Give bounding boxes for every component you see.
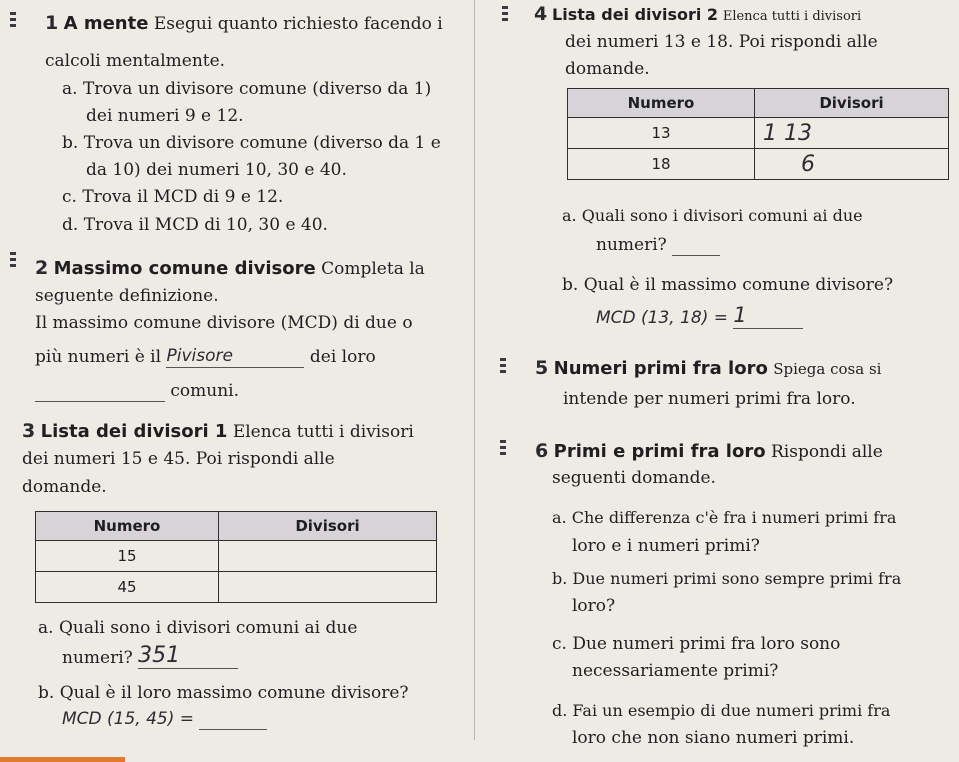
handwritten-answer: 351 [138,643,181,668]
divisors-cell[interactable]: 1 13 [755,118,949,149]
question-b: b. Due numeri primi sono sempre primi fra [552,569,902,588]
divisors-table [35,511,437,603]
exercise-intro-cont: intende per numeri primi fra loro. [563,389,856,409]
definition-line-2 [35,345,376,368]
difficulty-marker-icon [10,252,16,270]
exercise-number: 1 [45,12,59,34]
answer-blank[interactable] [35,383,165,402]
column-header-numero: Numero [36,512,219,541]
question-a-cont: dei numeri 9 e 12. [86,106,244,126]
table-row [568,149,949,180]
answer-blank[interactable] [672,237,720,256]
exercise-4 [534,3,861,28]
table-header-row [36,512,437,541]
divisors-cell[interactable] [219,541,437,572]
exercise-intro: Esegui quanto richiesto facendo i [153,14,443,34]
difficulty-marker-icon [500,440,506,458]
definition-line-3 [35,380,239,402]
exercise-number: 6 [535,440,549,462]
exercise-5 [535,357,881,380]
question-b: b. Qual è il loro massimo comune divisore? [38,683,409,703]
question-a: a. Quali sono i divisori comuni ai due [562,206,863,225]
exercise-intro-cont: seguente definizione. [35,286,219,306]
question-a-cont [596,234,720,256]
exercise-intro: Elenca tutti i divisori [722,9,862,24]
column-header-divisori: Divisori [755,89,949,118]
answer-blank[interactable] [733,304,803,329]
exercise-intro-cont: dei numeri 15 e 45. Poi rispondi alle [22,449,335,469]
page-accent-bar [0,757,125,762]
question-d: d. Trova il MCD di 10, 30 e 40. [62,215,328,235]
column-header-numero: Numero [568,89,755,118]
column-divider [474,0,475,740]
number-cell: 15 [36,541,219,572]
exercise-6 [535,440,883,463]
exercise-intro-cont: dei numeri 13 e 18. Poi rispondi alle [565,32,878,52]
exercise-intro-cont: seguenti domande. [552,468,716,488]
divisors-cell[interactable] [219,572,437,603]
table-row [36,572,437,603]
divisors-table [567,88,949,180]
exercise-number: 4 [534,3,548,25]
column-header-divisori: Divisori [219,512,437,541]
handwritten-answer: 1 [733,303,747,327]
mcd-formula: MCD (13, 18) = [596,308,729,328]
question-d: d. Fai un esempio di due numeri primi fra [552,701,891,720]
answer-blank[interactable] [138,645,238,669]
definition-text: comuni. [170,381,240,401]
exercise-title: Massimo comune divisore [53,258,316,279]
difficulty-marker-icon [502,6,508,24]
mcd-line [596,304,803,329]
definition-text: dei loro [309,347,376,367]
exercise-intro-cont: calcoli mentalmente. [45,51,226,71]
exercise-title: Lista dei divisori 2 [552,5,719,24]
number-cell: 45 [36,572,219,603]
question-b: b. Qual è il massimo comune divisore? [562,275,894,295]
question-text: numeri? [62,648,133,668]
number-cell: 13 [568,118,755,149]
exercise-intro: Rispondi alle [770,442,883,462]
exercise-intro: Spiega cosa si [773,360,882,378]
answer-blank[interactable] [166,345,304,368]
exercise-title: Lista dei divisori 1 [40,421,228,442]
exercise-3 [22,420,414,443]
divisors-cell[interactable]: 6 [755,149,949,180]
exercise-intro-cont: domande. [22,477,107,497]
exercise-title: Numeri primi fra loro [553,358,768,379]
table-header-row [568,89,949,118]
exercise-number: 3 [22,420,36,442]
exercise-2 [35,257,425,280]
exercise-1 [45,12,443,35]
exercise-intro: Completa la [321,259,425,279]
difficulty-marker-icon [500,358,506,376]
question-b-cont: da 10) dei numeri 10, 30 e 40. [86,160,347,180]
question-a: a. Che differenza c'è fra i numeri primi fra [552,508,897,527]
handwritten-answer: Pivisore [166,346,233,366]
question-d-cont: loro che non siano numeri primi. [572,728,855,748]
question-b-cont: loro? [572,596,616,616]
exercise-title: Primi e primi fra loro [553,441,766,462]
mcd-line [62,708,267,730]
question-a-cont: loro e i numeri primi? [572,536,760,556]
exercise-number: 5 [535,357,549,379]
exercise-intro: Elenca tutti i divisori [232,422,414,442]
exercise-intro-cont: domande. [565,59,650,79]
exercise-title: A mente [63,13,149,34]
answer-blank[interactable] [199,711,267,730]
question-a-cont [62,645,238,669]
definition-text: più numeri è il [35,347,162,367]
question-c-cont: necessariamente primi? [572,661,779,681]
table-row [36,541,437,572]
mcd-formula: MCD (15, 45) = [62,709,195,729]
difficulty-marker-icon [10,12,16,30]
question-c: c. Due numeri primi fra loro sono [552,634,841,654]
number-cell: 18 [568,149,755,180]
question-a: a. Trova un divisore comune (diverso da 1) [62,79,432,99]
question-c: c. Trova il MCD di 9 e 12. [62,187,284,207]
question-text: numeri? [596,235,667,255]
definition-line-1: Il massimo comune divisore (MCD) di due o [35,313,413,333]
question-b: b. Trova un divisore comune (diverso da 1 e [62,133,441,153]
table-row [568,118,949,149]
question-a: a. Quali sono i divisori comuni ai due [38,618,358,638]
exercise-number: 2 [35,257,49,279]
